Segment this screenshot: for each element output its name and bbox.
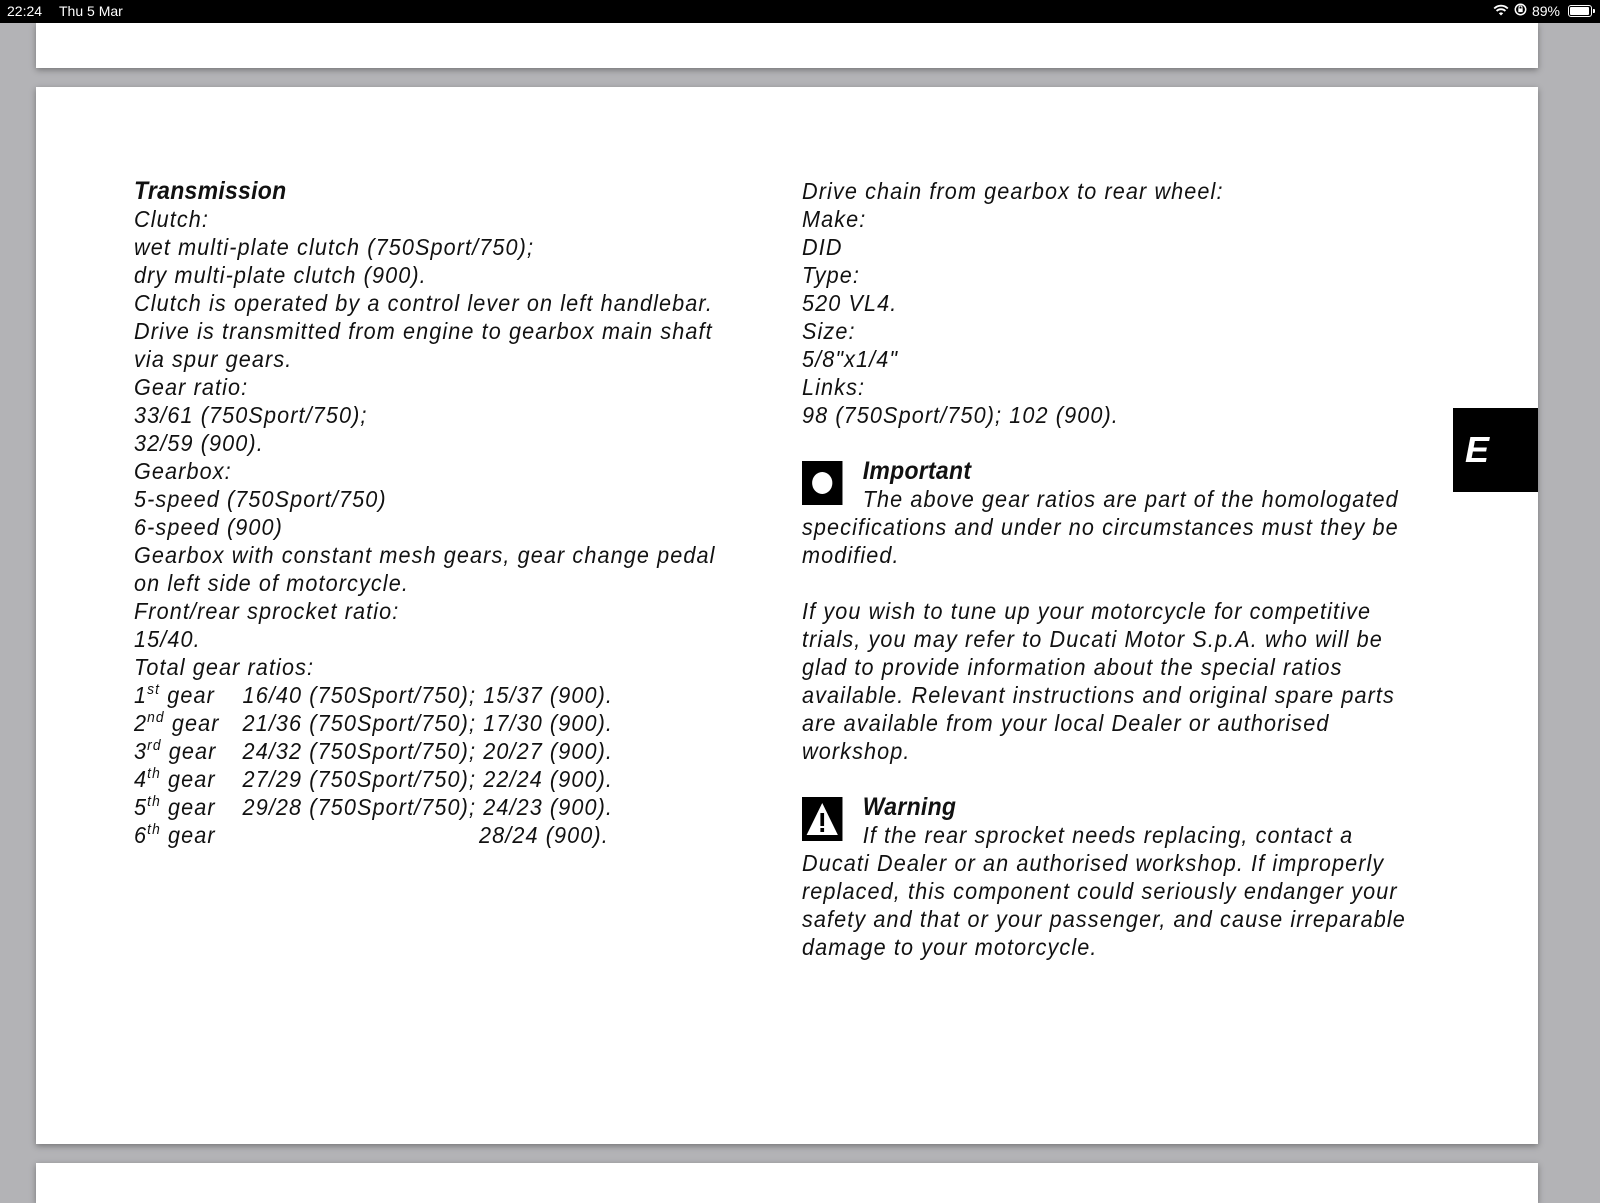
gear-ratio-value: 16/40 (750Sport/750); 15/37 (900). (242, 682, 614, 708)
text-line: Type: (802, 262, 860, 288)
gear-number: 6 (134, 822, 148, 848)
text-line: Gearbox: (134, 458, 232, 484)
warning-text: If the rear sprocket needs replacing, contact a (862, 822, 1354, 848)
gear-ratio-value: 28/24 (900). (479, 822, 609, 848)
text-line: dry multi-plate clutch (900). (134, 262, 427, 288)
important-text: specifications and under no circumstances must they be (802, 514, 1399, 540)
gear-label: gear (167, 682, 215, 708)
text-line: 5-speed (750Sport/750) (134, 486, 387, 512)
important-notice (802, 457, 1428, 513)
paragraph-line: trials, you may refer to Ducati Motor S.p.A. who will be (802, 626, 1383, 652)
warning-text: Ducati Dealer or an authorised workshop. If improperly (802, 850, 1385, 876)
text-line: on left side of motorcycle. (134, 570, 409, 596)
warning-icon (802, 797, 842, 841)
right-column (802, 177, 1428, 961)
gear-label: gear (167, 766, 216, 792)
important-text: The above gear ratios are part of the homologated (862, 486, 1399, 512)
next-page[interactable] (36, 1163, 1538, 1203)
gear-ratio-row (134, 793, 760, 821)
text-line: 33/61 (750Sport/750); (134, 402, 368, 428)
battery-percent: 89% (1531, 3, 1560, 19)
gear-number: 1 (134, 682, 148, 708)
text-line: 520 VL4. (802, 290, 898, 316)
text-line: Size: (802, 318, 856, 344)
left-column (134, 177, 760, 849)
text-line: DID (802, 234, 843, 260)
text-line: Total gear ratios: (134, 654, 315, 680)
status-time: 22:24 (7, 3, 43, 19)
gear-label: gear (171, 710, 220, 736)
paragraph-line: If you wish to tune up your motorcycle for competitive (802, 598, 1372, 624)
text-line: via spur gears. (134, 346, 293, 372)
gear-ratio-value: 21/36 (750Sport/750); 17/30 (900). (242, 710, 614, 736)
previous-page[interactable] (36, 23, 1538, 68)
status-date: Thu 5 Mar (59, 3, 123, 19)
gear-label: gear (167, 794, 216, 820)
wifi-icon (1493, 3, 1509, 19)
gear-ordinal: th (147, 765, 161, 782)
important-title: Important (862, 457, 972, 485)
battery-icon (1568, 5, 1592, 17)
warning-text: replaced, this component could seriously endanger your (802, 878, 1398, 904)
text-line: 5/8"x1/4" (802, 346, 899, 372)
warning-title: Warning (862, 793, 957, 821)
text-line: Drive chain from gearbox to rear wheel: (802, 178, 1224, 204)
paragraph-line: are available from your local Dealer or authorised (802, 710, 1330, 736)
text-line: 15/40. (134, 626, 201, 652)
section-tab: E (1453, 408, 1538, 492)
warning-text: damage to your motorcycle. (802, 934, 1098, 960)
gear-ratio-row (134, 765, 760, 793)
gear-number: 2 (134, 710, 148, 736)
gear-ratio-row (134, 681, 760, 709)
gear-label: gear (167, 822, 216, 848)
orientation-lock-icon (1514, 3, 1527, 19)
gear-ordinal: rd (147, 737, 162, 754)
text-line: wet multi-plate clutch (750Sport/750); (134, 234, 535, 260)
gear-number: 5 (134, 794, 148, 820)
paragraph-line: workshop. (802, 738, 911, 764)
text-line: Links: (802, 374, 866, 400)
gear-ratio-value: 29/28 (750Sport/750); 24/23 (900). (242, 794, 614, 820)
gear-ratio-row (134, 709, 760, 737)
gear-ordinal: th (147, 793, 161, 810)
gear-ordinal: th (147, 821, 161, 838)
document-page[interactable] (36, 87, 1538, 1144)
text-line: Front/rear sprocket ratio: (134, 598, 400, 624)
text-line: 32/59 (900). (134, 430, 264, 456)
text-line: 98 (750Sport/750); 102 (900). (802, 402, 1119, 428)
text-line: Gear ratio: (134, 374, 249, 400)
warning-notice (802, 793, 1428, 849)
gear-ordinal: nd (147, 709, 165, 726)
gear-ratio-value: 24/32 (750Sport/750); 20/27 (900). (242, 738, 614, 764)
section-heading: Transmission (134, 177, 287, 205)
gear-label: gear (168, 738, 217, 764)
text-line: 6-speed (900) (134, 514, 283, 540)
text-line: Make: (802, 206, 867, 232)
important-icon (802, 461, 842, 505)
text-line: Gearbox with constant mesh gears, gear change pedal (134, 542, 716, 568)
gear-number: 3 (134, 738, 148, 764)
gear-ratio-row (134, 737, 760, 765)
gear-ratio-row (134, 821, 760, 849)
warning-text: safety and that or your passenger, and cause irreparable (802, 906, 1406, 932)
paragraph-line: glad to provide information about the special ratios (802, 654, 1343, 680)
text-line: Drive is transmitted from engine to gearbox main shaft (134, 318, 713, 344)
gear-ordinal: st (147, 681, 161, 698)
gear-ratio-value: 27/29 (750Sport/750); 22/24 (900). (242, 766, 614, 792)
important-text: modified. (802, 542, 900, 568)
text-line: Clutch is operated by a control lever on left handlebar. (134, 290, 714, 316)
gear-number: 4 (134, 766, 148, 792)
paragraph-line: available. Relevant instructions and original spare parts (802, 682, 1395, 708)
status-bar (0, 0, 1600, 23)
text-line: Clutch: (134, 206, 210, 232)
